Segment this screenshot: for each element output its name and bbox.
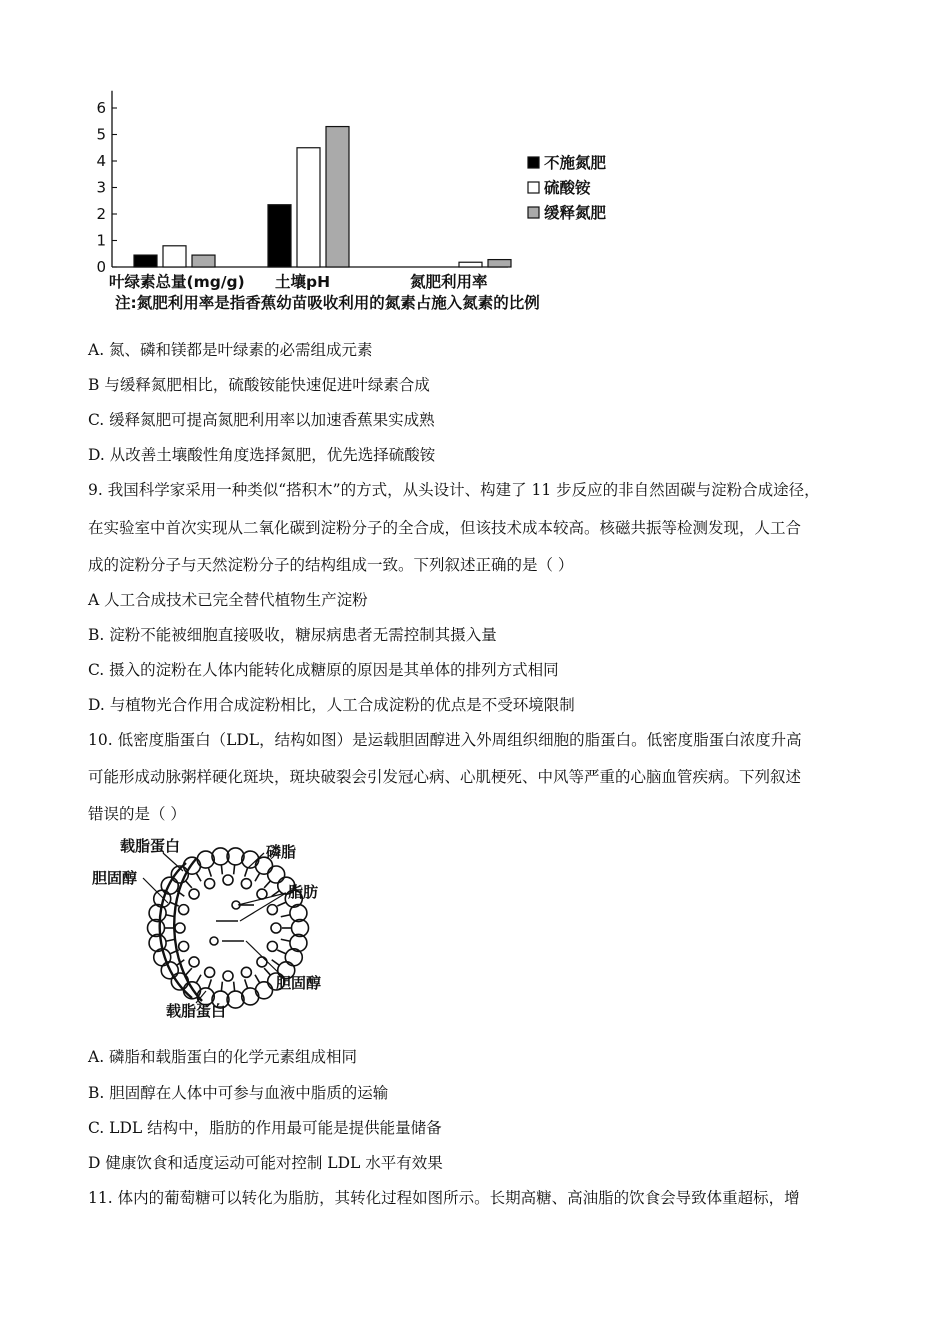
y-tick-label: 0: [96, 258, 106, 276]
q9-stem-line-2: 在实验室中首次实现从二氧化碳到淀粉分子的全合成，但该技术成本较高。核磁共振等检测发现，人工合: [88, 519, 802, 537]
legend-swatch: [528, 157, 539, 168]
bar-2-2: [488, 260, 511, 267]
bar-0-0: [134, 255, 157, 267]
category-label: 土壤pH: [275, 273, 331, 291]
chart-note: 注:氮肥利用率是指香蕉幼苗吸收利用的氮素占施入氮素的比例: [115, 294, 540, 312]
q9-option-a: A 人工合成技术已完全替代植物生产淀粉: [88, 591, 368, 609]
y-tick-label: 1: [96, 231, 106, 250]
q11-stem-line-1: 11. 体内的葡萄糖可以转化为脂肪，其转化过程如图所示。长期高糖、高油脂的饮食会导致体重超标，增: [88, 1189, 800, 1207]
bar-1-1: [297, 148, 320, 267]
legend-label: 硫酸铵: [544, 179, 591, 197]
q9-option-c: C. 摄入的淀粉在人体内能转化成糖原的原因是其单体的排列方式相同: [88, 661, 559, 679]
q10-option-c: C. LDL 结构中，脂肪的作用最可能是提供能量储备: [88, 1119, 442, 1137]
legend-swatch: [528, 182, 539, 193]
bar-1-0: [268, 205, 291, 267]
bar-0-1: [163, 246, 186, 267]
y-tick-label: 3: [96, 178, 106, 197]
label-fat: 脂肪: [288, 883, 319, 901]
bar-chart: [88, 70, 648, 320]
label-phospholipid: 磷脂: [266, 843, 297, 861]
q10-option-d: D 健康饮食和适度运动可能对控制 LDL 水平有效果: [88, 1154, 443, 1172]
legend-label: 缓释氮肥: [544, 204, 607, 222]
q8-option-a: A. 氮、磷和镁都是叶绿素的必需组成元素: [88, 341, 373, 359]
q9-stem-line-3: 成的淀粉分子与天然淀粉分子的结构组成一致。下列叙述正确的是（ ）: [88, 556, 574, 574]
label-cholesterol-right: 胆固醇: [276, 974, 322, 992]
label-apoprotein-top: 载脂蛋白: [120, 837, 181, 855]
y-tick-label: 4: [96, 152, 106, 170]
bar-0-2: [192, 255, 215, 267]
q10-option-a: A. 磷脂和载脂蛋白的化学元素组成相同: [88, 1048, 358, 1066]
q9-option-b: B. 淀粉不能被细胞直接吸收，糖尿病患者无需控制其摄入量: [88, 626, 497, 644]
bar-2-1: [459, 262, 482, 267]
y-tick-label: 2: [96, 205, 106, 223]
category-label: 氮肥利用率: [410, 273, 488, 291]
legend-label: 不施氮肥: [544, 154, 607, 172]
label-cholesterol-left: 胆固醇: [92, 869, 138, 887]
q10-stem-line-1: 10. 低密度脂蛋白（LDL，结构如图）是运载胆固醇进入外周组织细胞的脂蛋白。低密度脂蛋白浓度升高: [88, 731, 802, 749]
label-apoprotein-bottom: 载脂蛋白: [166, 1002, 227, 1020]
q10-stem-line-2: 可能形成动脉粥样硬化斑块，斑块破裂会引发冠心病、心肌梗死、中风等严重的心脑血管疾病。下列叙述: [88, 768, 802, 786]
q8-option-d: D. 从改善土壤酸性角度选择氮肥，优先选择硫酸铵: [88, 446, 436, 464]
q10-stem-line-3: 错误的是（ ）: [88, 805, 186, 823]
y-tick-label: 6: [96, 99, 106, 117]
category-label: 叶绿素总量(mg/g): [109, 273, 245, 291]
q8-option-c: C. 缓释氮肥可提高氮肥利用率以加速香蕉果实成熟: [88, 411, 435, 429]
ldl-structure-figure: [88, 833, 348, 1028]
bar-1-2: [326, 127, 349, 267]
q10-option-b: B. 胆固醇在人体中可参与血液中脂质的运输: [88, 1084, 389, 1102]
legend-swatch: [528, 207, 539, 218]
y-tick-label: 5: [96, 125, 106, 144]
q9-stem-line-1: 9. 我国科学家采用一种类似“搭积木”的方式，从头设计、构建了 11 步反应的非自然固碳与淀粉合成途径，: [88, 481, 820, 499]
q9-option-d: D. 与植物光合作用合成淀粉相比，人工合成淀粉的优点是不受环境限制: [88, 696, 575, 714]
q8-option-b: B 与缓释氮肥相比，硫酸铵能快速促进叶绿素合成: [88, 376, 430, 394]
